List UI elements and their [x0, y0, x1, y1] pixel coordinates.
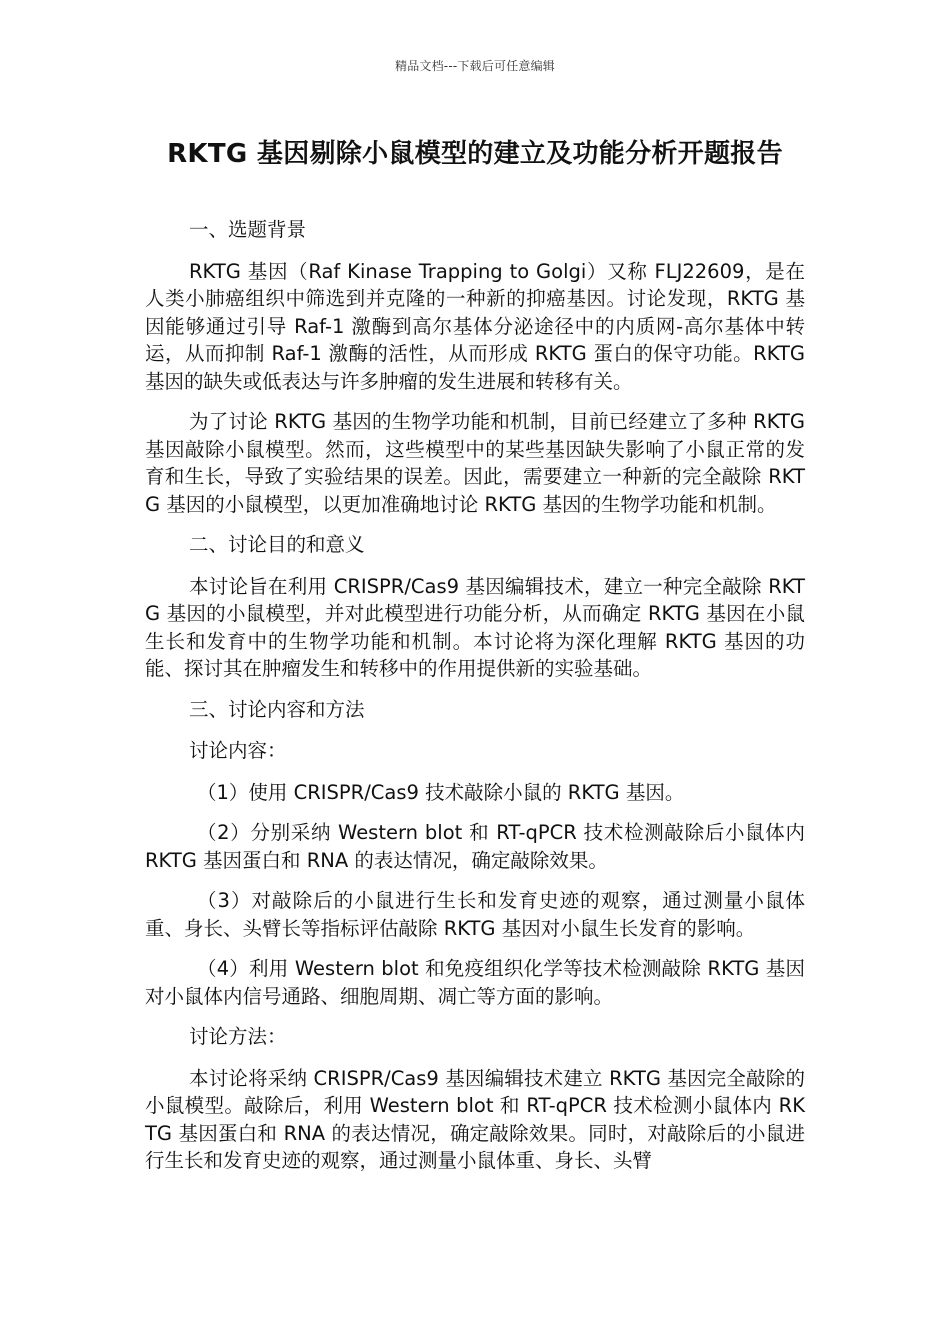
header-watermark: 精品文档---下载后可任意编辑	[395, 59, 555, 73]
section-heading-background: 一、选题背景	[189, 218, 307, 241]
paragraph-existing-models: 为了讨论 RKTG 基因的生物学功能和机制，目前已经建立了多种 RKTG 基因敲除小鼠模型。然而，这些模型中的某些基因缺失影响了小鼠正常的发育和生长，导致了实验结果的误差。因此，需要建立一种新的完全敲除 RKTG 基因的小鼠模型，以更加准确地讨论 RKTG 基因的生物学功能和机制。	[145, 410, 805, 516]
paragraph-purpose: 本讨论旨在利用 CRISPR/Cas9 基因编辑技术，建立一种完全敲除 RKTG 基因的小鼠模型，并对此模型进行功能分析，从而确定 RKTG 基因在小鼠生长和发育中的生物学功能和机制。本讨论将为深化理解 RKTG 基因的功能、探讨其在肿瘤发生和转移中的作用提供新的实验基础。	[145, 574, 805, 680]
section-heading-content-methods: 三、讨论内容和方法	[189, 697, 365, 721]
document-title: RKTG 基因剔除小鼠模型的建立及功能分析开题报告	[167, 139, 783, 169]
content-item-2: （2）分别采纳 Western blot 和 RT-qPCR 技术检测敲除后小鼠体内 RKTG 基因蛋白和 RNA 的表达情况，确定敲除效果。	[145, 821, 805, 872]
paragraph-rktg-intro: RKTG 基因（Raf Kinase Trapping to Golgi）又称 FLJ22609，是在人类小肺癌组织中筛选到并克隆的一种新的抑癌基因。讨论发现，RKTG 基因能够通过引导 Raf-1 激酶到高尔基体分泌途径中的内质网-高尔基体中转运，从而抑制 Raf-1 激酶的活性，从而形成 RKTG 蛋白的保守功能。RKTG 基因的缺失或低表达与许多肿瘤的发生进展和转移有关。	[145, 259, 805, 393]
paragraph-methods: 本讨论将采纳 CRISPR/Cas9 基因编辑技术建立 RKTG 基因完全敲除的小鼠模型。敲除后，利用 Western blot 和 RT-qPCR 技术检测小鼠体内 RKTG 基因蛋白和 RNA 的表达情况，确定敲除效果。同时，对敲除后的小鼠进行生长和发育史迹的观察，通过测量小鼠体重、身长、头臂	[145, 1066, 805, 1172]
content-item-1: （1）使用 CRISPR/Cas9 技术敲除小鼠的 RKTG 基因。	[197, 780, 685, 804]
document-body	[145, 216, 805, 1188]
subheading-content: 讨论内容：	[189, 739, 287, 762]
content-item-4: （4）利用 Western blot 和免疫组织化学等技术检测敲除 RKTG 基因对小鼠体内信号通路、细胞周期、凋亡等方面的影响。	[145, 957, 805, 1008]
section-heading-purpose: 二、讨论目的和意义	[189, 533, 365, 556]
subheading-methods: 讨论方法：	[189, 1025, 287, 1048]
content-item-3: （3）对敲除后的小鼠进行生长和发育史迹的观察，通过测量小鼠体重、身长、头臂长等指标评估敲除 RKTG 基因对小鼠生长发育的影响。	[145, 889, 805, 940]
